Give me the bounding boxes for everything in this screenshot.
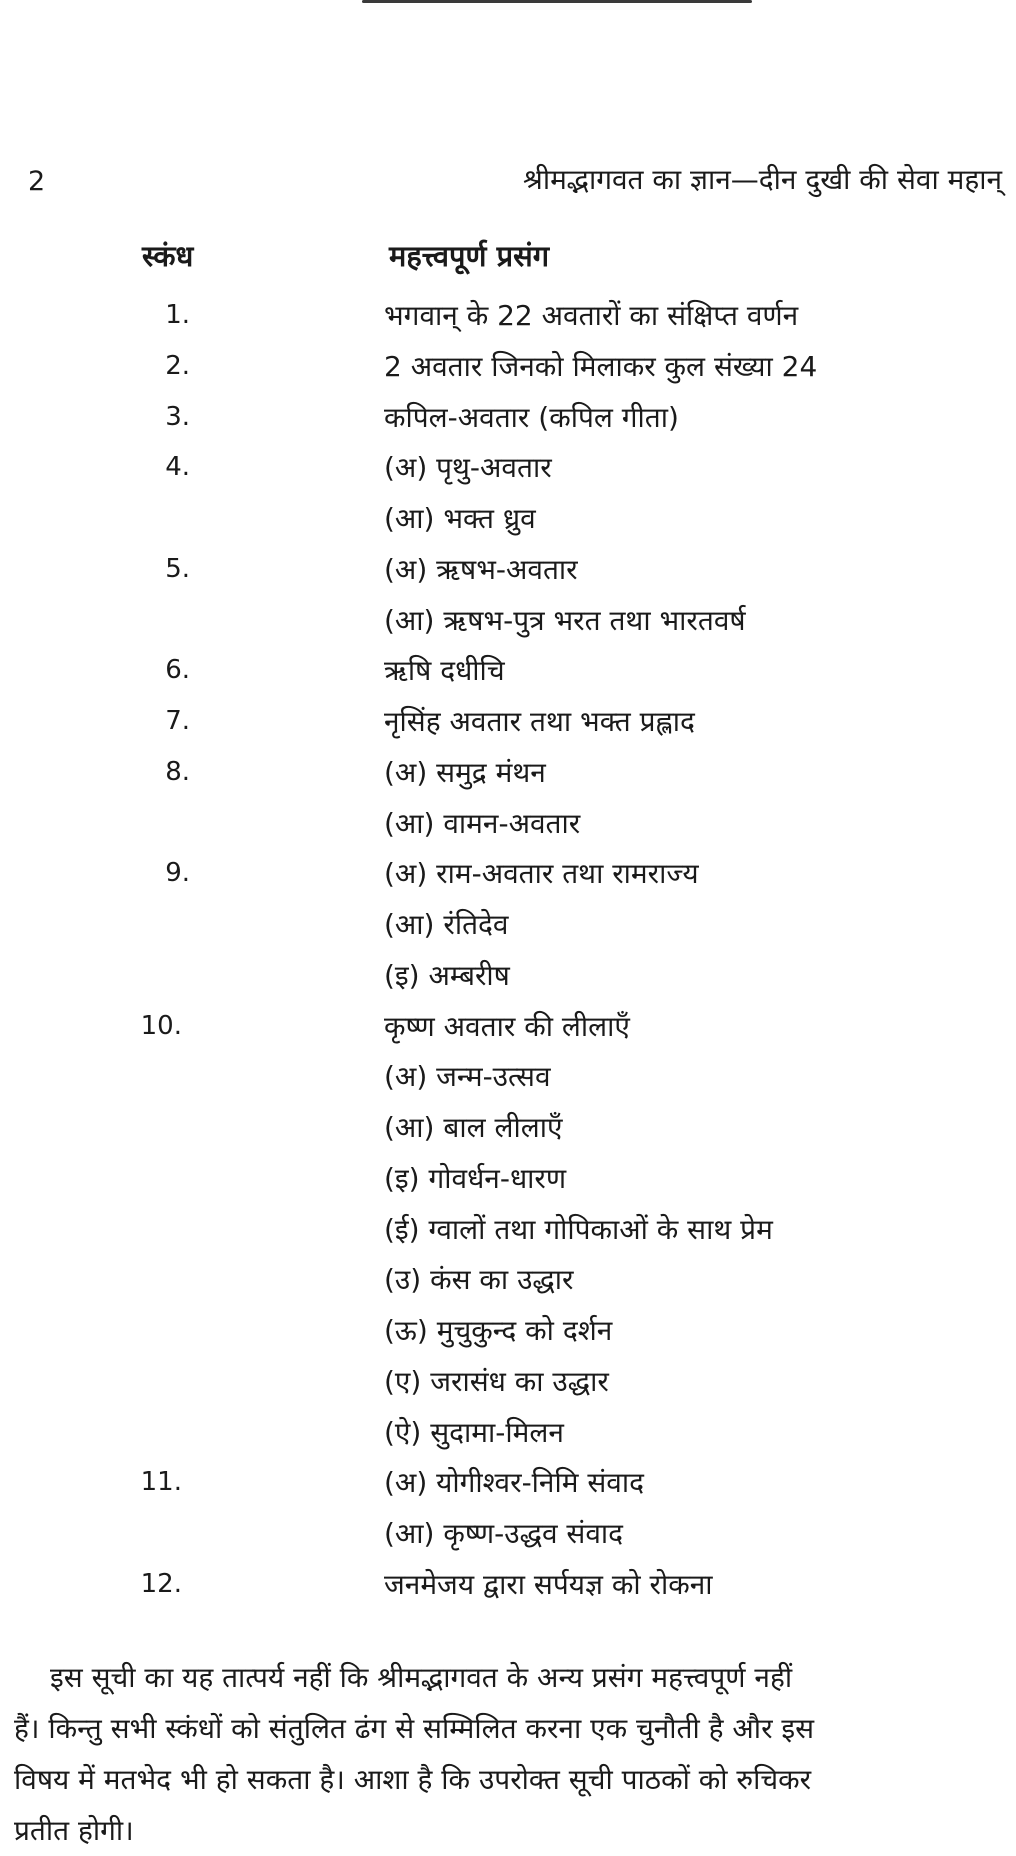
prasang-text: (इ) अम्बरीष: [384, 958, 510, 992]
prasang-text: (आ) बाल लीलाएँ: [384, 1111, 563, 1144]
skandh-number: 2.: [165, 350, 190, 381]
prasang-text: भगवान् के 22 अवतारों का संक्षिप्त वर्णन: [384, 299, 799, 332]
table-row: [0, 550, 1016, 601]
table-row: [0, 1413, 1016, 1464]
paragraph-line: प्रतीत होगी।: [14, 1814, 134, 1847]
table-row: [0, 448, 1016, 499]
prasang-text: (उ) कंस का उद्धार: [384, 1263, 574, 1297]
table-row: [0, 804, 1016, 855]
table-row: [0, 1362, 1016, 1413]
prasang-text: कृष्ण अवतार की लीलाएँ: [384, 1009, 630, 1043]
prasang-text: 2 अवतार जिनको मिलाकर कुल संख्या 24: [384, 349, 818, 383]
prasang-text: (अ) पृथु-अवतार: [384, 451, 552, 485]
table-row: [0, 753, 1016, 804]
table-row: [0, 651, 1016, 702]
paragraph-line: विषय में मतभेद भी हो सकता है। आशा है कि उपरोक्त सूची पाठकों को रुचिकर: [14, 1763, 812, 1796]
table-row: [0, 1463, 1016, 1514]
table-row: [0, 905, 1016, 956]
skandh-number: 6.: [165, 655, 190, 686]
running-head: श्रीमद्भागवत का ज्ञान—दीन दुखी की सेवा महान्: [523, 163, 1002, 196]
table-row: [0, 1311, 1016, 1362]
prasang-text: (अ) योगीश्वर-निमि संवाद: [384, 1466, 644, 1500]
table-row: [0, 1159, 1016, 1210]
table-row: [0, 1260, 1016, 1311]
table-row: [0, 296, 1016, 347]
table-row: [0, 702, 1016, 753]
prasang-text: (ऐ) सुदामा-मिलन: [384, 1415, 564, 1449]
skandh-number: 7.: [165, 706, 190, 736]
table-row: [0, 1007, 1016, 1058]
table-row: [0, 1108, 1016, 1159]
table-row: [0, 1514, 1016, 1565]
table-row: [0, 1565, 1016, 1616]
top-rule: [362, 0, 752, 3]
closing-paragraph: [14, 1652, 986, 1856]
column-header-skandh: स्कंध: [142, 239, 194, 273]
column-header-prasang: महत्त्वपूर्ण प्रसंग: [389, 239, 550, 273]
skandh-number: 4.: [165, 452, 190, 483]
prasang-text: (आ) वामन-अवतार: [384, 806, 581, 840]
skandh-number: 10.: [140, 1010, 182, 1041]
prasang-text: (अ) ऋषभ-अवतार: [384, 552, 578, 586]
page-number: 2: [28, 166, 46, 197]
table-row: [0, 1210, 1016, 1261]
prasang-text: (आ) रंतिदेव: [384, 908, 509, 941]
skandh-number: 11.: [140, 1467, 182, 1498]
skandh-number: 5.: [165, 553, 190, 584]
paragraph-line: हैं। किन्तु सभी स्कंधों को संतुलित ढंग से सम्मिलित करना एक चुनौती है और इस: [14, 1712, 815, 1745]
table-row: [0, 398, 1016, 449]
skandh-number: 9.: [165, 858, 190, 889]
paragraph-line: इस सूची का यह तात्पर्य नहीं कि श्रीमद्भागवत के अन्य प्रसंग महत्त्वपूर्ण नहीं: [50, 1661, 793, 1694]
prasang-text: (आ) कृष्ण-उद्धव संवाद: [384, 1517, 624, 1550]
skandh-number: 1.: [165, 300, 190, 330]
table-row: [0, 854, 1016, 905]
prasang-text: (आ) ऋषभ-पुत्र भरत तथा भारतवर्ष: [384, 603, 746, 637]
prasang-text: ऋषि दधीचि: [384, 654, 505, 688]
prasang-text: (इ) गोवर्धन-धारण: [384, 1161, 567, 1195]
prasang-text: (अ) समुद्र मंथन: [384, 755, 546, 789]
table-row: [0, 499, 1016, 550]
skandh-number: 3.: [165, 401, 190, 432]
prasang-text: कपिल-अवतार (कपिल गीता): [384, 400, 679, 434]
table-row: [0, 1057, 1016, 1108]
skandh-number: 12.: [140, 1568, 182, 1599]
table-row: [0, 956, 1016, 1007]
prasang-text: (अ) राम-अवतार तथा रामराज्य: [384, 857, 699, 891]
prasang-text: (ई) ग्वालों तथा गोपिकाओं के साथ प्रेम: [384, 1212, 773, 1246]
skandh-table: [0, 296, 1016, 1616]
prasang-text: नृसिंह अवतार तथा भक्त प्रह्लाद: [384, 705, 695, 738]
prasang-text: जनमेजय द्वारा सर्पयज्ञ को रोकना: [384, 1567, 713, 1601]
table-row: [0, 601, 1016, 652]
skandh-number: 8.: [165, 756, 190, 787]
prasang-text: (ए) जरासंध का उद्धार: [384, 1364, 609, 1398]
prasang-text: (अ) जन्म-उत्सव: [384, 1060, 551, 1094]
prasang-text: (आ) भक्त ध्रुव: [384, 502, 536, 535]
table-row: [0, 347, 1016, 398]
prasang-text: (ऊ) मुचुकुन्द को दर्शन: [384, 1314, 613, 1347]
